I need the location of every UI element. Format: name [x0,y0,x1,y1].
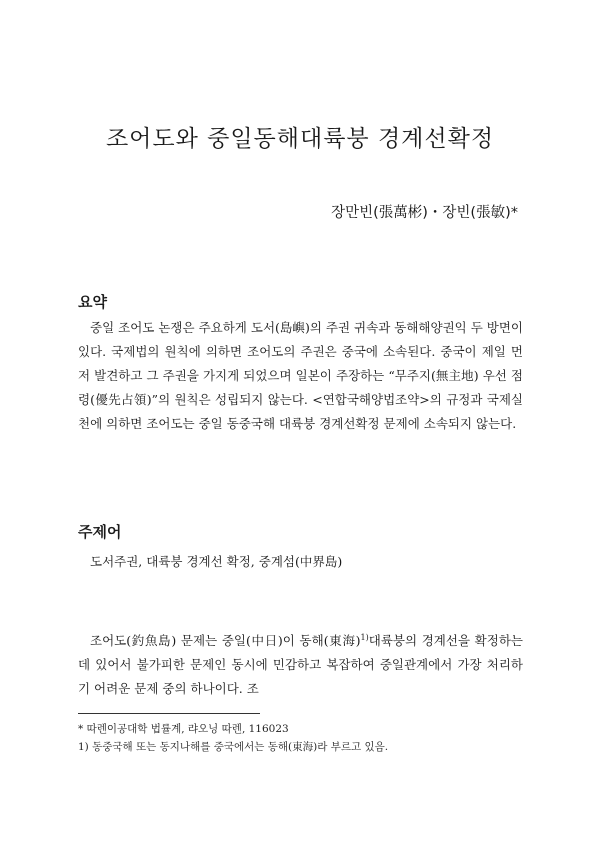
abstract-heading: 요약 [78,293,107,311]
keywords-heading: 주제어 [78,523,122,541]
footnote-divider [78,713,260,714]
paper-authors: 장만빈(張萬彬)・장빈(張敏)* [331,205,518,221]
footnote-affiliation: * 따렌이공대학 법률계, 랴오닝 따렌, 116023 [78,723,289,735]
footnote-1: 1) 동중국해 또는 동지나해를 중국에서는 동해(東海)라 부르고 있음. [78,741,389,753]
body-text-rest: 대륙붕의 경계선을 확정하는데 있어서 불가피한 문제인 동시에 민감하고 복잡하여 중일관계에서 가장 처리하기 어려운 문제 중의 하나이다. 조 [78,633,523,696]
body-paragraph [78,629,523,701]
abstract-text: 중일 조어도 논쟁은 주요하게 도서(島嶼)의 주권 귀속과 동해해양권익 두 방면이 있다. 국제법의 원칙에 의하면 조어도의 주권은 중국에 소속된다. 중국이 제일 먼저 발견하고 그 주권을 가지게 되었으며 일본이 주장하는 “무주지(無主地) 우선 점령(優先占領)”의 원칙은 성립되지 않는다. <연합국해양법조약>의 규정과 국제실천에 의하면 조어도는 중일 동중국해 대륙붕 경계선확정 문제에 소속되지 않는다. [78,320,523,431]
keywords-text: 도서주권, 대륙붕 경계선 확정, 중계섬(中界島) [90,554,343,569]
footnote-marker: 1) [360,632,369,642]
paper-title: 조어도와 중일동해대륙붕 경계선확정 [105,126,495,152]
body-text-start: 조어도(釣魚島) 문제는 중일(中日)이 동해(東海) [90,633,361,648]
